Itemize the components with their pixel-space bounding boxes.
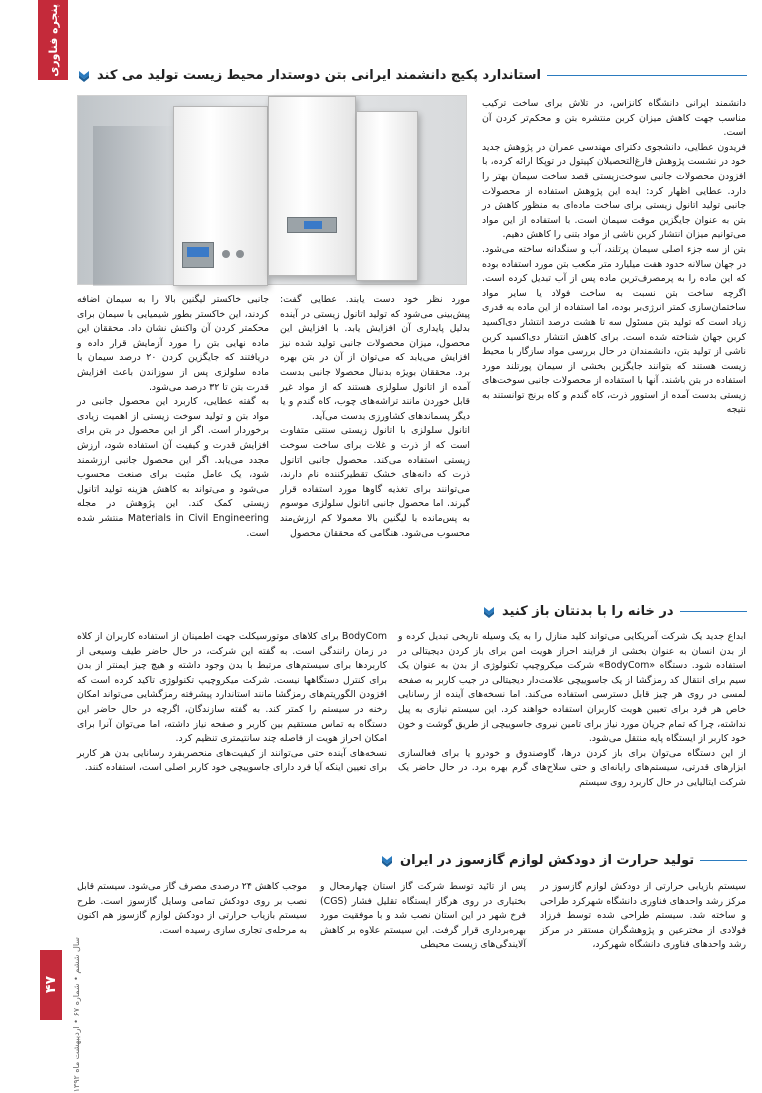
section-label: پنجره فناوری: [46, 3, 60, 77]
paragraph: پس از تائید توسط شرکت گاز استان چهارمحال و بختیاری در روی هرگاز ایستگاه تقلیل فشار (CGS) فرخ شهر در این استان نصب شد و با موفقیت مورد بهره‌برداری قرار گرفت. این سیستم علاوه بر کاهش آلایندگی‌های زیست محیطی: [320, 881, 526, 951]
chevron-down-icon: [482, 605, 496, 619]
paragraph: جانبی خاکستر لیگنین بالا را به سیمان اضافه کردند، این خاکستر بطور شیمیایی با سیمان برای محکمتر کردن آن واکنش نشان داد. محققان این ماده نهایی بتن را مورد آزمایش قرار داده و دریافتند که جایگزین کردن ۲۰ درصد سیمان با ماده سلولزی پس از سوزاندن باعث افزایش قدرت بتن تا ۳۲ درصد می‌شود.: [77, 294, 269, 393]
section-tab: [38, 0, 68, 80]
article2-heading: [482, 604, 747, 619]
article1-col-left: [77, 293, 269, 590]
article3-col-right: [540, 880, 746, 972]
page-number: ۴۷: [43, 976, 59, 994]
chevron-down-icon: [77, 69, 91, 83]
article1-heading: [77, 68, 747, 83]
heading-rule: [700, 860, 747, 861]
paragraph: سیستم بازیابی حرارتی از دودکش لوازم گازسوز در مرکز رشد واحدهای فناوری دانشگاه شهرکرد طراحی و ساخته شد. سیستم طراحی شده توسط فرزاد فولادی از مخترعین و پژوهشگران مستقر در مرکز رشد واحدهای فناوری دانشگاه شهرکرد،: [540, 881, 746, 951]
article2-col-right: [398, 630, 746, 840]
article3-col-left: [77, 880, 307, 972]
paragraph: فریدون عطایی، دانشجوی دکترای مهندسی عمران در پژوهش جدید خود در نشست پژوهش فارغ‌التحصیلان کپیتول در توپکا ارائه کرده، با افزودن محصولات جانبی سوخت‌زیستی قصد ساخت سیمان بهتر را دارد. عطایی اظهار کرد: ایده این پژوهش استفاده از محصولات جانبی تولید اتانول زیستی برای ساخت ماده‌ای به منظور کاهش در بتن به عنوان جایگزین موقت سیمان است. با استفاده از این مواد می‌توانیم میزان انتشار کربن ناشی از مواد بتنی را کاهش دهیم.: [482, 141, 746, 241]
chevron-down-icon: [380, 854, 394, 868]
paragraph: دانشمند ایرانی دانشگاه کانزاس، در تلاش برای ساخت ترکیب مناسب جهت کاهش میزان کربن منتشره بتن و محکم‌تر کردن آن است.: [482, 98, 746, 139]
article1-col-right: [482, 97, 746, 587]
paragraph: به گفته عطایی، کاربرد این محصول جانبی در مواد بتن و تولید سوخت زیستی از اهمیت زیادی برخوردار است. اگر از این محصول در بتن برای افزایش قدرت و کیفیت آن استفاده شود، ارزش مجدد می‌یابد. اگر این محصول جانبی ارزشمند شود، یک عامل مثبت برای صنعت محسوب می‌شود و می‌تواند به کاهش هزینه تولید اتانول زیستی کمک کند. این پژوهش در مجله Materials in Civil Engineering منتشر شده است.: [77, 396, 269, 539]
paragraph: ابداع جدید یک شرکت آمریکایی می‌تواند کلید منازل را به یک وسیله تاریخی تبدیل کرده و از بدن انسان به عنوان بخشی از فرایند احراز هویت امن برای باز کردن دیجیتالی در استفاده شود. دستگاه «BodyCom» شرکت میکروچیپ تکنولوژی از بدن به عنوان یک سیم برای انتقال کد رمزگشا از یک جاسوییچی علامت‌دار دیجیتالی در جیب کاربر به صفحه لمسی در روی هر چیز قابل دسترسی استفاده می‌کند. اما نسخه‌های آینده از رسانایی خاص هر فرد برای تعیین هویت کاربران استفاده خواهند کرد. این سیستم نیازی به پیل نداشته، چرا که تمام جریان مورد نیاز برای تامین نیروی جاسوییچی از طریق گوشت و خون خود کاربر از ایستگاه پایه منتقل می‌شود.: [398, 631, 746, 745]
article1-col-middle: [280, 293, 470, 590]
paragraph: BodyCom برای کلاهای موتورسیکلت جهت اطمینان از استفاده کاربران از کلاه در زمان رانندگی است. به گفته این شرکت، در حال حاضر طیف وسیعی از کاربردها برای سیستم‌های مرتبط با بدن وجود داشته و هیچ چیز ایمنتر از بدن برای کنترل دستگاهها نیست. شرکت میکروچیپ تکنولوژی تاکید کرده است که افزودن الگوریتم‌های رمزگشا مانند استاندارد پیشرفته رمزگشایی می‌تواند امکان رخنه در سیستم را کمتر کند. به گفته سازندگان، اگرچه در حال حاضر این دستگاه به تماس مستقیم بین کاربر و صفحه نیاز داشته، اما می‌توان آنرا برای امکان احراز هویت از فاصله چند سانتیمتری تنظیم کرد.: [77, 631, 387, 745]
article1-title: استاندارد پکیج دانشمند ایرانی بتن دوستدار محیط زیست تولید می کند: [97, 68, 541, 83]
paragraph: بتن از سه جزء اصلی سیمان پرتلند، آب و سنگدانه ساخته می‌شود. در جهان سالانه حدود هفت میلیارد متر مکعب بتن مورد استفاده بوده که این ماده را به پرمصرف‌ترین ماده پس از آب تبدیل کرده است. اگرچه ساخت بتن نسبت به ساخت فولاد یا سایر مواد ساختمان‌سازی کمتر انرژی‌بر بوده، اما استفاده از این ماده به قدری زیاد است که تولید بتن مسئول سه تا هشت درصد انتشار دی‌اکسید کربن جهان شناخته شده است. برای کاهش انتشار دی‌اکسید کربن ناشی از تولید بتن، دانشمندان در حال بررسی مواد سازگار با محیط زیست هستند که بتوانند جایگزین بخشی از سیمان پورتلند مورد استفاده در بتن باشند. آنها با استفاده از محصولات جانبی سوخت‌های زیستی بدست آمده از استوور ذرت، کاه گندم و کاه برنج توانستند به نتیجه: [482, 243, 746, 416]
paragraph: اتانول سلولزی با اتانول زیستی سنتی متفاوت است که از ذرت و غلات برای ساخت سوخت زیستی استفاده می‌کند. محصول جانبی اتانول ذرت که دانه‌های خشک تقطیرکننده نام دارند، می‌توانند برای تغذیه گاوها مورد استفاده قرار گیرند. اما محصول جانبی اتانول سلولزی موسوم به پس‌مانده با لیگنین بالا معمولا کم ارزش‌مند محسوب می‌شود. هنگامی که محققان محصول: [280, 425, 470, 539]
article3-title: تولید حرارت از دودکش لوازم گازسوز در ایران: [400, 853, 695, 868]
paragraph: مورد نظر خود دست یابند. عطایی گفت: پیش‌بینی می‌شود که تولید اتانول زیستی در آینده بدلیل پایداری آن افزایش یابد. با افزایش این محصول، میزان محصولات جانبی تولید شده نیز افزایش می‌یابد که می‌توان از آن در بتن بهره برد. محققان بویژه بدنبال محصولا جانبی بدست آمده از اتانول سلولزی هستند که از مواد غیر قابل خوردن مانند تراشه‌های چوب، کاه گندم و یا دیگر پسماندهای کشاورزی بدست می‌آید.: [280, 294, 470, 422]
article2-col-left: [77, 630, 387, 840]
page-number-tab: [40, 950, 62, 1020]
article3-col-middle: [320, 880, 526, 972]
article3-heading: [380, 853, 747, 868]
footer: [70, 937, 82, 1093]
paragraph: موجب کاهش ۲۴ درصدی مصرف گاز می‌شود. سیستم قابل نصب بر روی دودکش تمامی وسایل گازسوز است. طرح سیستم بازیاب حرارتی از دودکش لوازم گازسوز هم اکنون به مرحله‌ی تجاری سازی رسیده است.: [77, 881, 307, 936]
article2-title: در خانه را با بدنتان باز کنید: [502, 604, 674, 619]
paragraph: نسخه‌های آینده حتی می‌توانند از کیفیت‌های منحصربفرد رسانایی بدن هر کاربر برای تعیین اینکه آیا فرد دارای جاسوییچی خود کاربر اصلی است، استفاده کنند.: [77, 747, 387, 774]
heading-rule: [680, 611, 747, 612]
boiler-photo: [77, 95, 467, 285]
paragraph: از این دستگاه می‌توان برای باز کردن درها، گاوصندوق و خودرو یا برای فعالسازی ابزارهای قدرتی، سیستم‌های رایانه‌ای و حتی سلاح‌های گرم بهره برد. در حال حاضر یک شرکت ایتالیایی در حال کاربرد روی سیستم: [398, 747, 746, 788]
heading-rule: [547, 75, 747, 76]
footer-issue: سال ششم • شماره ۶۷ • اردیبهشت ماه ۱۳۹۲: [71, 937, 81, 1093]
